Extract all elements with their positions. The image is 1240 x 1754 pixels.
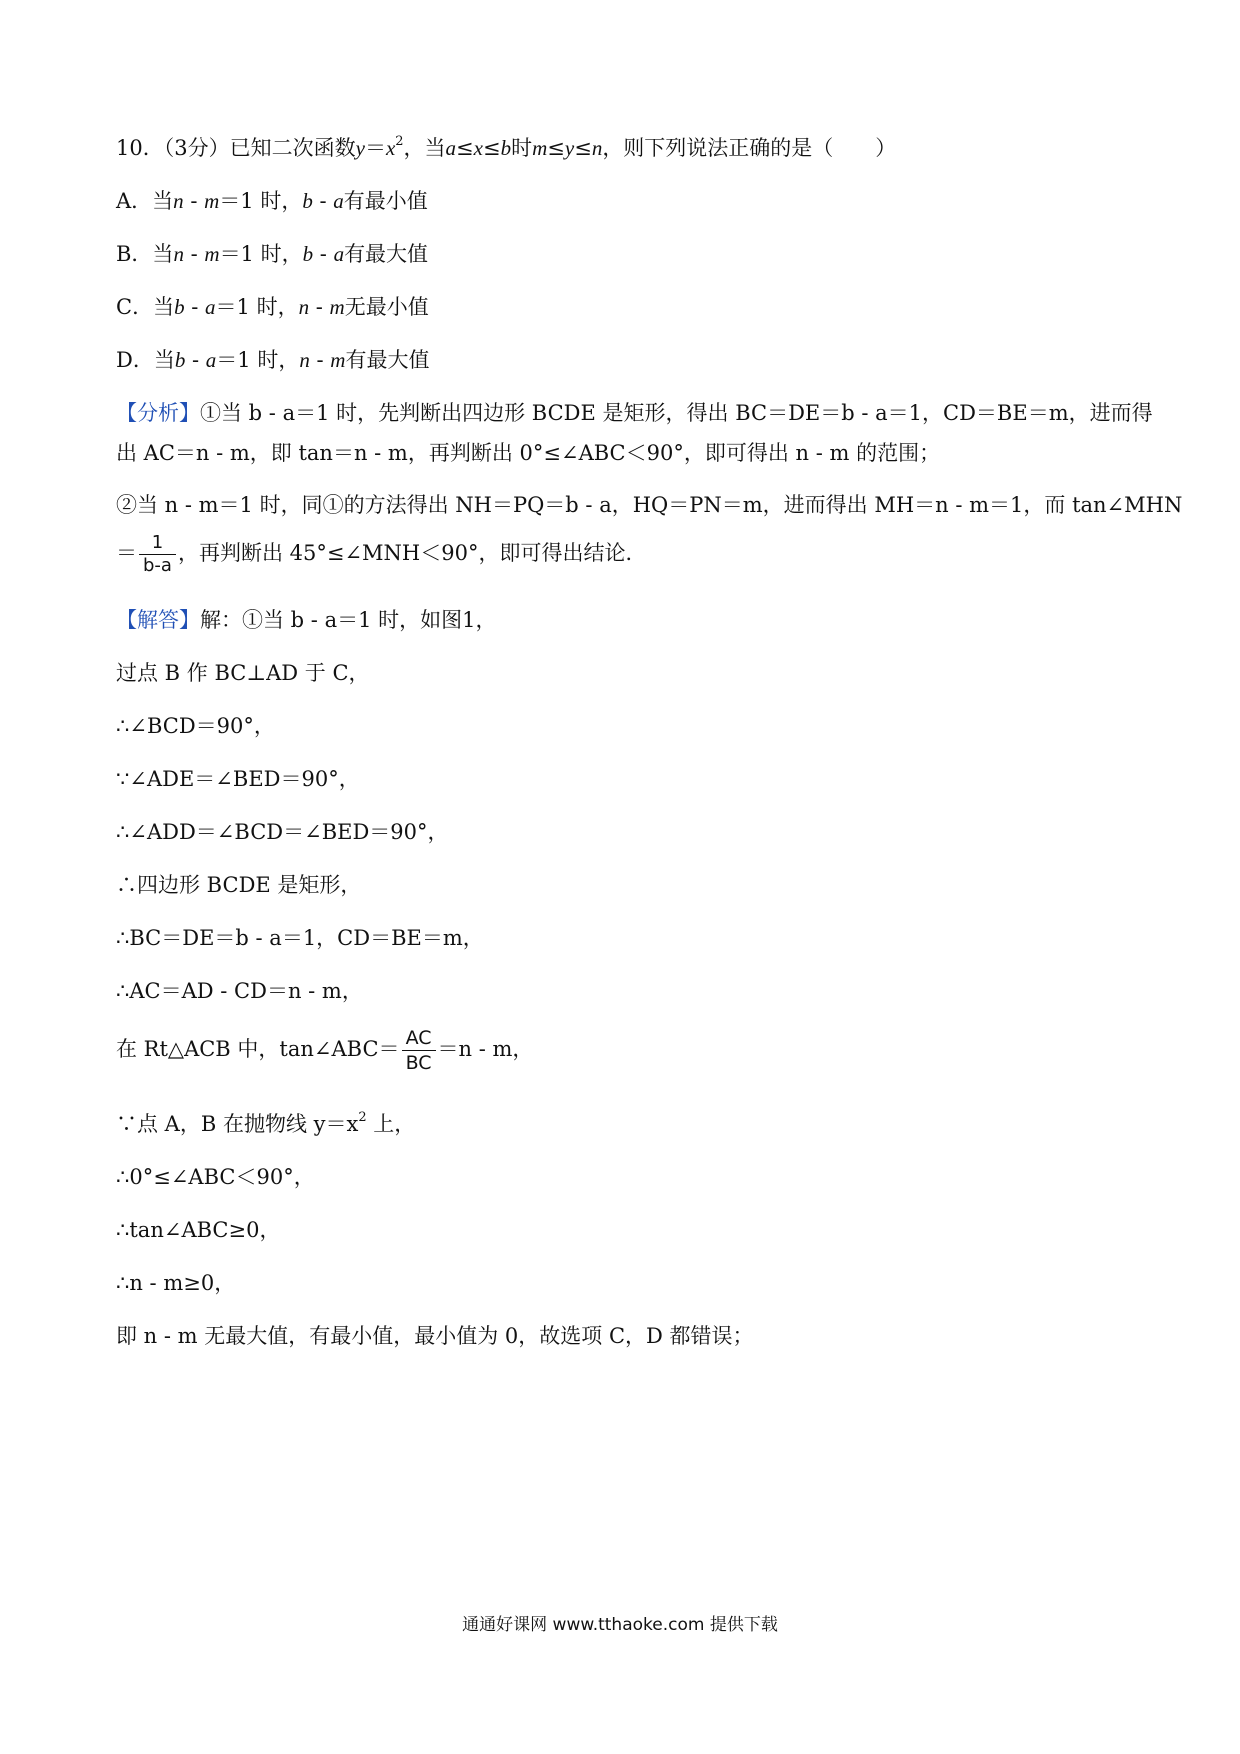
- stem-text: ，当: [403, 136, 446, 160]
- var: m: [330, 348, 346, 372]
- solution-text: 在 Rt△ACB 中，tan∠ABC＝: [116, 1037, 400, 1061]
- var: b: [174, 348, 186, 372]
- stem-text: 时: [511, 136, 533, 160]
- solution-line-tan: [116, 1026, 1140, 1075]
- var-y: y: [355, 136, 365, 160]
- var-x: x: [385, 136, 396, 160]
- le-sign: ≤: [574, 136, 592, 160]
- stem-text: ，则下列说法正确的是（ ）: [602, 136, 897, 160]
- solution-text: ∴∠ADD＝∠BCD＝∠BED＝90°，: [116, 820, 449, 844]
- var: n: [173, 242, 184, 266]
- eq-sign: ＝: [116, 541, 137, 565]
- option-text: ＝1 时，: [215, 295, 299, 319]
- solution-line-parabola: [116, 1109, 1140, 1139]
- op: ‑: [309, 295, 330, 319]
- analysis-line-3: [116, 490, 1183, 520]
- solution-text: ∴四边形 BCDE 是矩形，: [116, 873, 362, 897]
- option-text: ＝1 时，: [216, 348, 300, 372]
- fraction-denominator: b-a: [143, 555, 172, 576]
- var: n: [173, 189, 184, 213]
- fraction-numerator: AC: [402, 1026, 436, 1051]
- option-c: [116, 292, 1140, 322]
- var-a: a: [445, 136, 457, 160]
- solution-line-8: [116, 976, 1140, 1006]
- var-b: b: [500, 136, 512, 160]
- option-text: 有最大值: [344, 242, 429, 266]
- var: a: [205, 348, 217, 372]
- option-b: [116, 239, 1140, 269]
- solution-text: ∵∠ADE＝∠BED＝90°，: [116, 767, 360, 791]
- var: a: [333, 242, 345, 266]
- le-sign: ≤: [482, 136, 501, 160]
- option-label: D．当: [116, 348, 175, 372]
- op: ‑: [312, 189, 334, 213]
- le-sign: ≤: [547, 136, 565, 160]
- solution-line-6: [116, 870, 1140, 900]
- var-x: x: [473, 136, 483, 160]
- var-y: y: [564, 136, 575, 160]
- op: ‑: [313, 242, 334, 266]
- question-points: （3分）: [163, 136, 230, 160]
- op: ‑: [184, 295, 206, 319]
- fraction-numerator: 1: [139, 532, 176, 555]
- solution-line-nm: [116, 1268, 1140, 1298]
- solution-text: 上，: [366, 1112, 416, 1136]
- var: b: [302, 189, 313, 213]
- solution-text: ∴n ‑ m≥0，: [116, 1271, 236, 1295]
- fraction: [139, 532, 176, 577]
- analysis-tag: 【分析】: [116, 401, 200, 425]
- question-number: 10．: [116, 136, 164, 160]
- analysis-text: ，再判断出 45°≤∠MNH＜90°，即可得出结论．: [177, 541, 647, 565]
- solution-text: 解：①当 b ‑ a＝1 时，如图1，: [200, 608, 497, 632]
- analysis-line-1: [116, 398, 1153, 428]
- solution-text: ∴∠BCD＝90°，: [116, 714, 275, 738]
- solution-text: 即 n ‑ m 无最大值，有最小值，最小值为 0，故选项 C，D 都错误；: [116, 1324, 754, 1348]
- analysis-line-2: [116, 438, 1140, 468]
- op: ‑: [309, 348, 331, 372]
- option-label: C．当: [116, 295, 175, 319]
- analysis-text: ②当 n ‑ m＝1 时，同①的方法得出 NH＝PQ＝b ‑ a，HQ＝PN＝m，进而得出 MH＝n ‑ m＝1，而 tan∠MHN: [116, 493, 1183, 517]
- eq-sign: ＝: [364, 136, 386, 160]
- solution-line-4: [116, 764, 1140, 794]
- solution-line-angle: [116, 1162, 1140, 1192]
- option-text: 无最小值: [344, 295, 429, 319]
- solution-text: ∴tan∠ABC≥0，: [116, 1218, 281, 1242]
- solution-line-1: [116, 605, 1140, 635]
- op: ‑: [185, 348, 206, 372]
- var: b: [302, 242, 314, 266]
- var: m: [204, 189, 220, 213]
- option-d: [116, 345, 1140, 375]
- solution-line-2: [116, 658, 1140, 688]
- analysis-line-4: [116, 532, 1140, 577]
- option-label: B．当: [116, 242, 174, 266]
- option-text: 有最大值: [345, 348, 430, 372]
- solution-line-5: [116, 817, 1140, 847]
- var-n: n: [591, 136, 603, 160]
- var: n: [298, 295, 310, 319]
- solution-text: ∵点 A，B 在抛物线 y＝x: [116, 1112, 359, 1136]
- solution-text: ∴AC＝AD ‑ CD＝n ‑ m，: [116, 979, 363, 1003]
- var: m: [329, 295, 345, 319]
- solution-text: ＝n ‑ m，: [437, 1037, 534, 1061]
- var-m: m: [532, 136, 548, 160]
- solution-line-7: [116, 923, 1140, 953]
- solution-line-3: [116, 711, 1140, 741]
- var: a: [205, 295, 216, 319]
- page-footer: 通通好课网 www.tthaoke.com 提供下载: [462, 1615, 778, 1635]
- exponent: 2: [395, 134, 404, 149]
- fraction: [402, 1026, 436, 1075]
- question-stem: [116, 133, 1140, 163]
- solution-line-conclusion: [116, 1321, 1140, 1351]
- solution-text: 过点 B 作 BC⊥AD 于 C，: [116, 661, 370, 685]
- solution-text: ∴BC＝DE＝b ‑ a＝1，CD＝BE＝m，: [116, 926, 484, 950]
- option-text: ＝1 时，: [219, 242, 303, 266]
- var: m: [204, 242, 220, 266]
- solution-text: ∴0°≤∠ABC＜90°，: [116, 1165, 315, 1189]
- analysis-text: 出 AC＝n ‑ m，即 tan＝n ‑ m，再判断出 0°≤∠ABC＜90°，即可得出 n ‑ m 的范围；: [116, 441, 941, 465]
- var: b: [174, 295, 185, 319]
- fraction-denominator: BC: [405, 1052, 432, 1074]
- option-label: A．当: [116, 189, 174, 213]
- solution-line-tan-ge: [116, 1215, 1140, 1245]
- var: a: [333, 189, 344, 213]
- le-sign: ≤: [456, 136, 474, 160]
- option-a: [116, 186, 1140, 216]
- var: n: [299, 348, 310, 372]
- op: ‑: [183, 189, 205, 213]
- solution-tag: 【解答】: [116, 608, 200, 632]
- option-text: ＝1 时，: [219, 189, 303, 213]
- analysis-text: ①当 b ‑ a＝1 时，先判断出四边形 BCDE 是矩形，得出 BC＝DE＝b ‑ a＝1，CD＝BE＝m，进而得: [200, 401, 1153, 425]
- stem-text: 已知二次函数: [229, 136, 356, 160]
- exponent: 2: [358, 1110, 367, 1125]
- option-text: 有最小值: [343, 189, 428, 213]
- op: ‑: [183, 242, 205, 266]
